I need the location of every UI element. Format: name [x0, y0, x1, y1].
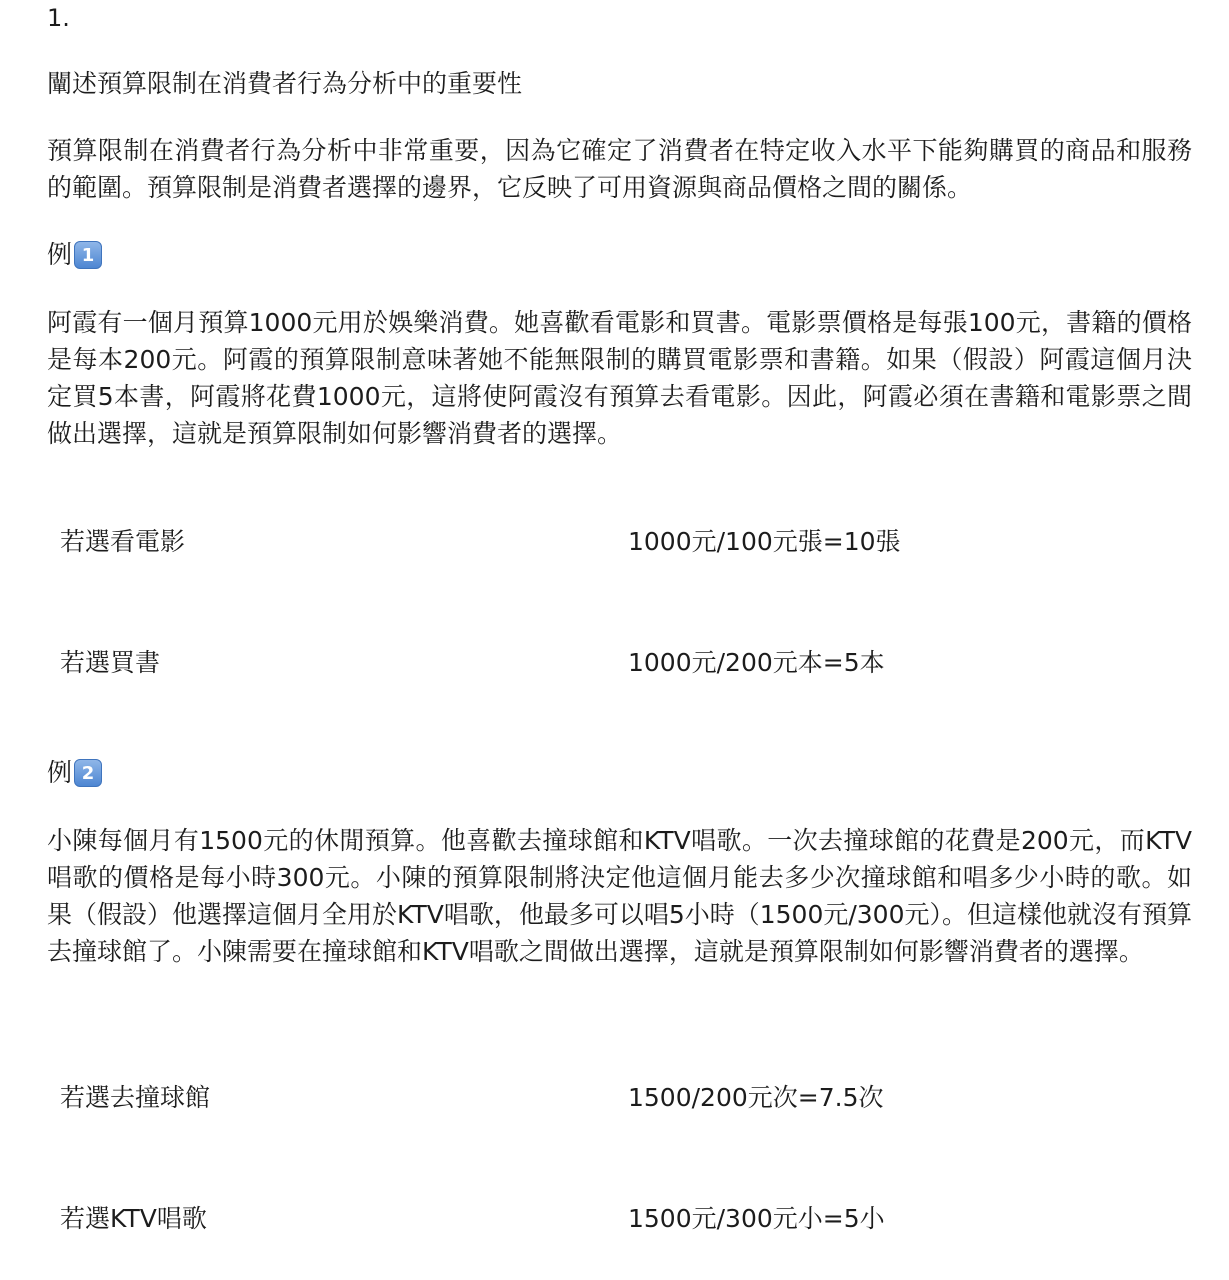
example-1-label: 例 [47, 240, 73, 269]
example-2-heading [47, 755, 102, 791]
example-1-row-1-label: 若選看電影 [60, 527, 186, 556]
keycap-two-icon: 2 [74, 759, 102, 787]
example-1-paragraph: 阿霞有一個月預算1000元用於娛樂消費。她喜歡看電影和買書。電影票價格是每張100元，書籍的價格是每本200元。阿霞的預算限制意味著她不能無限制的購買電影票和書籍。如果（假設）阿霞這個月決定買5本書，阿霞將花費1000元，這將使阿霞沒有預算去看電影。因此，阿霞必須在書籍和電影票之間做出選擇，這就是預算限制如何影響消費者的選擇。 [47, 308, 1192, 448]
example-2-label: 例 [47, 758, 73, 787]
example-1-row-2-label: 若選買書 [60, 648, 161, 677]
example-2-row-2-value: 1500元/300元小=5小 [628, 1204, 885, 1233]
keycap-one-icon: 1 [74, 241, 102, 269]
example-2-row-1-value: 1500/200元次=7.5次 [628, 1083, 884, 1112]
intro-paragraph: 預算限制在消費者行為分析中非常重要，因為它確定了消費者在特定收入水平下能夠購買的商品和服務的範圍。預算限制是消費者選擇的邊界，它反映了可用資源與商品價格之間的關係。 [47, 136, 1192, 202]
example-1-heading [47, 237, 102, 273]
example-2-row-1-label: 若選去撞球館 [60, 1083, 211, 1112]
section-heading: 闡述預算限制在消費者行為分析中的重要性 [47, 69, 523, 98]
item-number: 1. [47, 4, 70, 32]
example-1-row-1-value: 1000元/100元張=10張 [628, 527, 901, 556]
example-2-row-2-label: 若選KTV唱歌 [60, 1204, 207, 1233]
example-1-row-2-value: 1000元/200元本=5本 [628, 648, 885, 677]
example-2-paragraph: 小陳每個月有1500元的休閒預算。他喜歡去撞球館和KTV唱歌。一次去撞球館的花費是200元，而KTV唱歌的價格是每小時300元。小陳的預算限制將決定他這個月能去多少次撞球館和唱多少小時的歌。如果（假設）他選擇這個月全用於KTV唱歌，他最多可以唱5小時（1500元/300元）。但這樣他就沒有預算去撞球館了。小陳需要在撞球館和KTV唱歌之間做出選擇，這就是預算限制如何影響消費者的選擇。 [47, 826, 1192, 966]
